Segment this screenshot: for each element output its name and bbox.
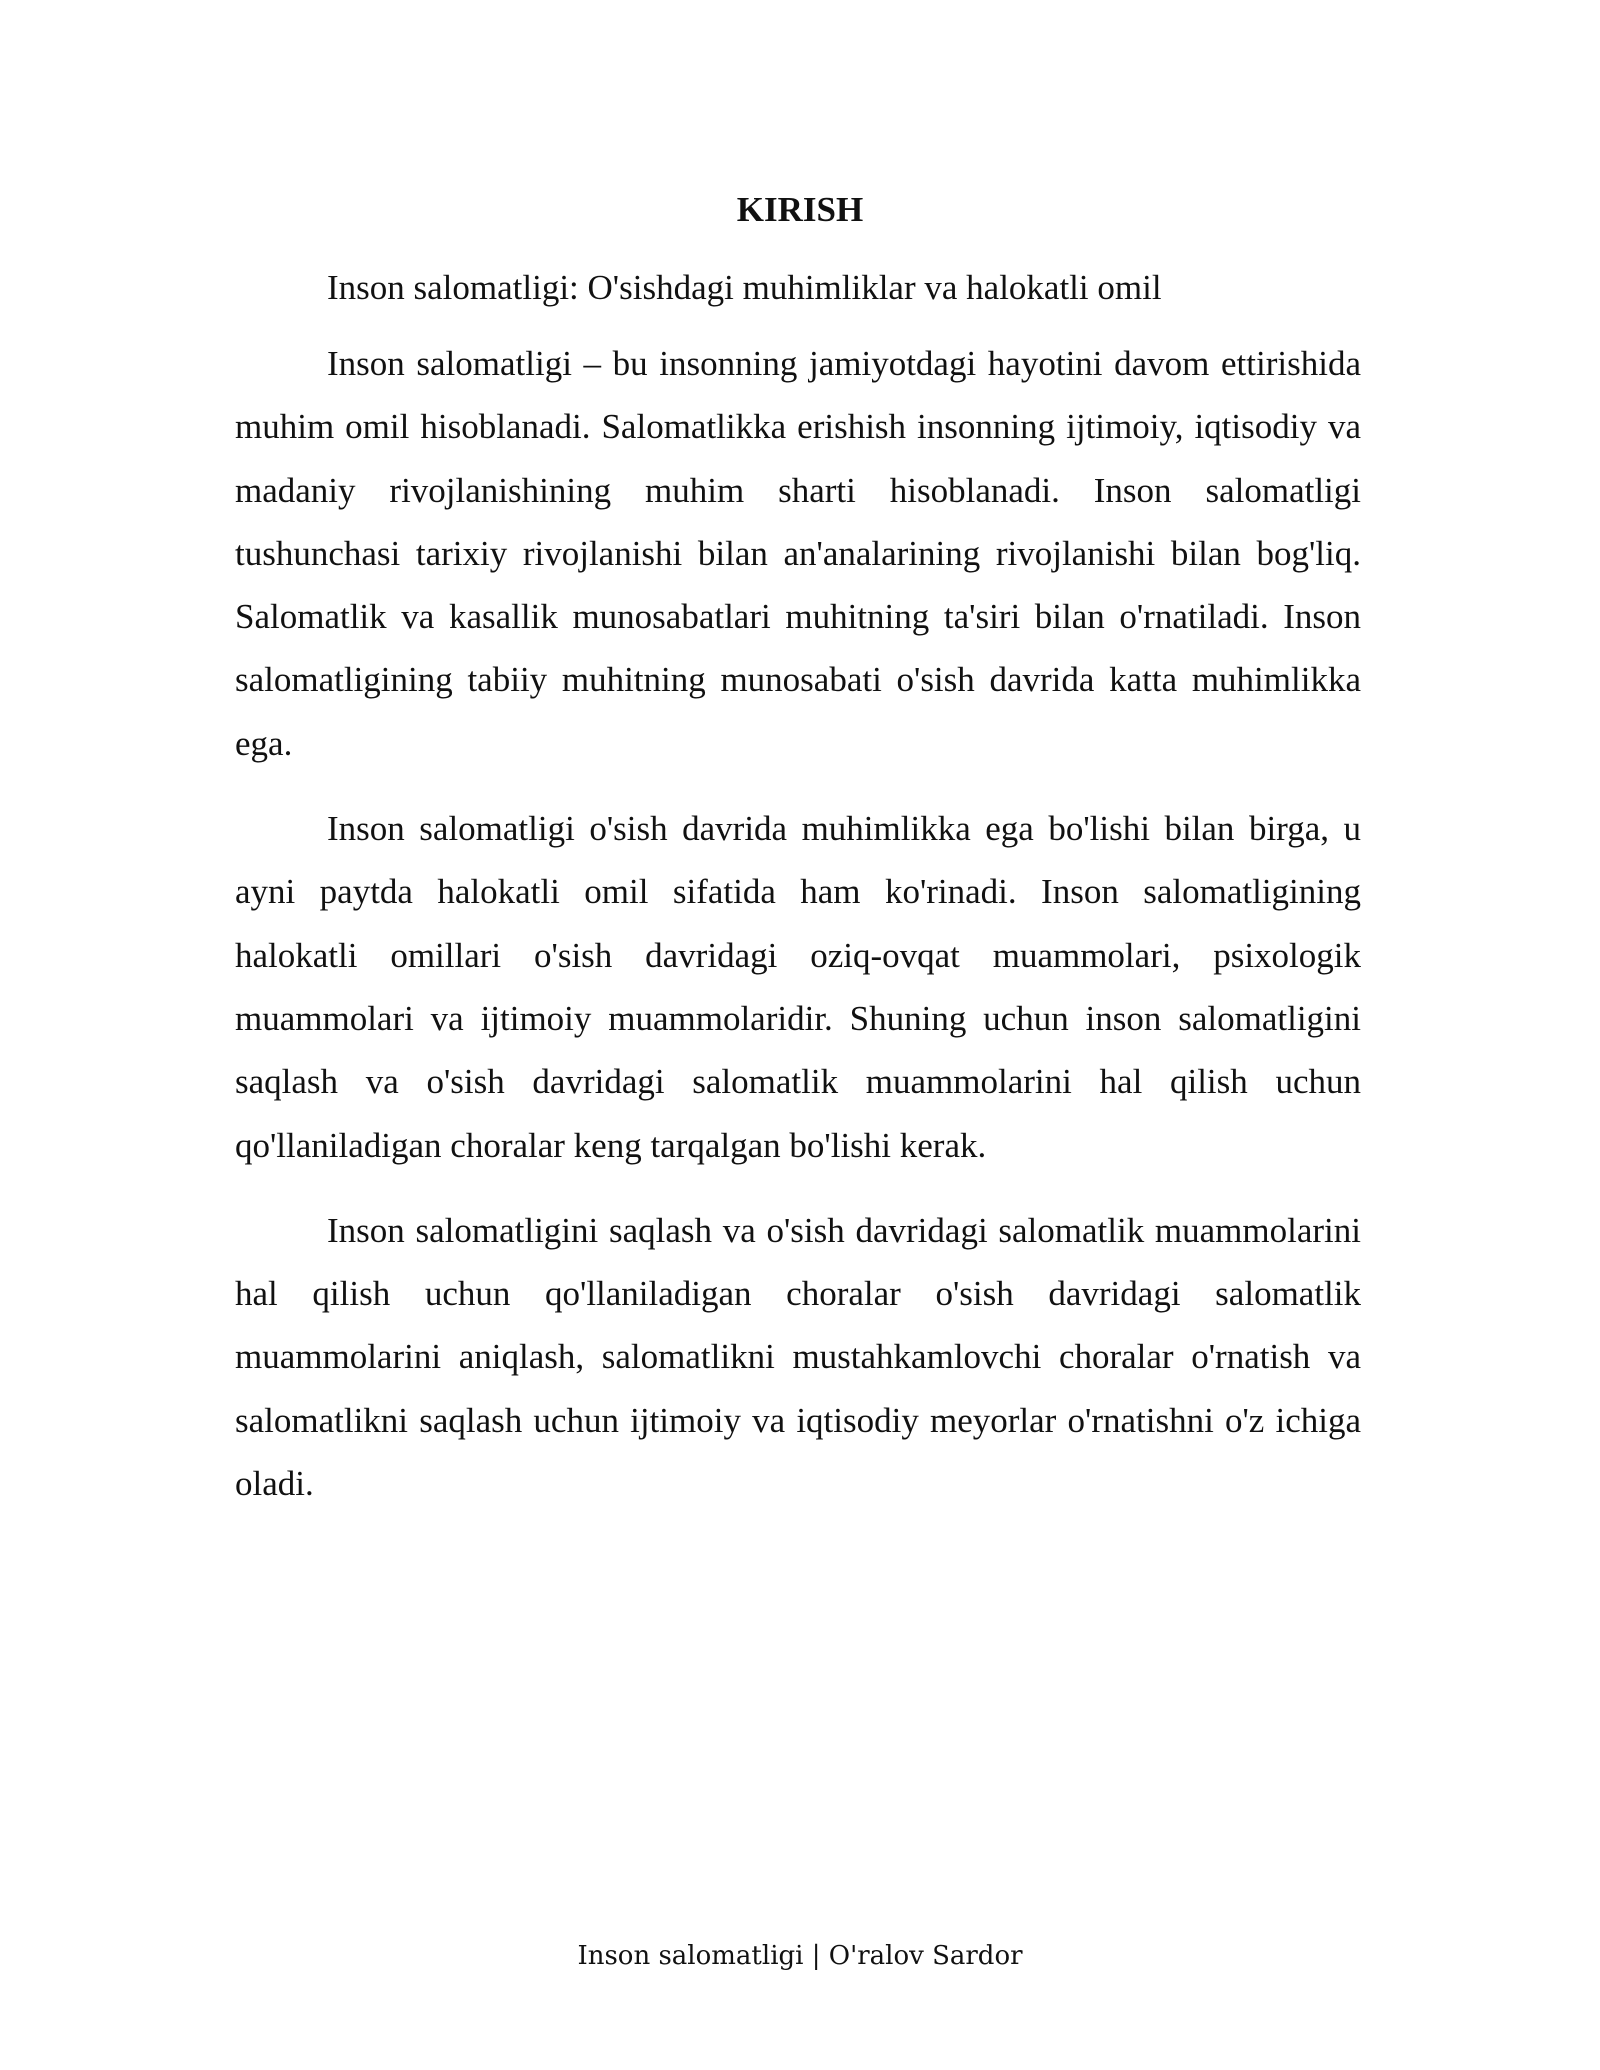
document-body <box>235 266 1361 1537</box>
page-heading: KIRISH <box>736 190 864 229</box>
body-paragraph-2: Inson salomatligi o'sish davrida muhimlikka ega bo'lishi bilan birga, u ayni paytda halokatli omil sifatida ham ko'rinadi. Inson salomatligining halokatli omillari o'sish davridagi oziq-ovqat muammolari, psixologik muammolari va ijtimoiy muammolaridir. Shuning uchun inson salomatligini saqlash va o'sish davridagi salomatlik muammolarini hal qilish uchun qo'llaniladigan choralar keng tarqalgan bo'lishi kerak. <box>235 809 1361 1165</box>
document-subtitle: Inson salomatligi: O'sishdagi muhimliklar va halokatli omil <box>327 268 1162 307</box>
body-paragraph-3: Inson salomatligini saqlash va o'sish davridagi salomatlik muammolarini hal qilish uchun qo'llaniladigan choralar o'sish davridagi salomatlik muammolarini aniqlash, salomatlikni mustahkamlovchi choralar o'rnatish va salomatlikni saqlash uchun ijtimoiy va iqtisodiy meyorlar o'rnatishni o'z ichiga oladi. <box>235 1210 1361 1504</box>
body-paragraph-1: Inson salomatligi – bu insonning jamiyotdagi hayotini davom ettirishida muhim omil hisoblanadi. Salomatlikka erishish insonning ijtimoiy, iqtisodiy va madaniy rivojlanishining muhim sharti hisoblanadi. Inson salomatligi tushunchasi tarixiy rivojlanishi bilan an'analarining rivojlanishi bilan bog'liq. Salomatlik va kasallik munosabatlari muhitning ta'siri bilan o'rnatiladi. Inson salomatligining tabiiy muhitning munosabati o'sish davrida katta muhimlikka ega. <box>235 344 1361 763</box>
page-footer: Inson salomatligi | O'ralov Sardor <box>577 1941 1023 1971</box>
